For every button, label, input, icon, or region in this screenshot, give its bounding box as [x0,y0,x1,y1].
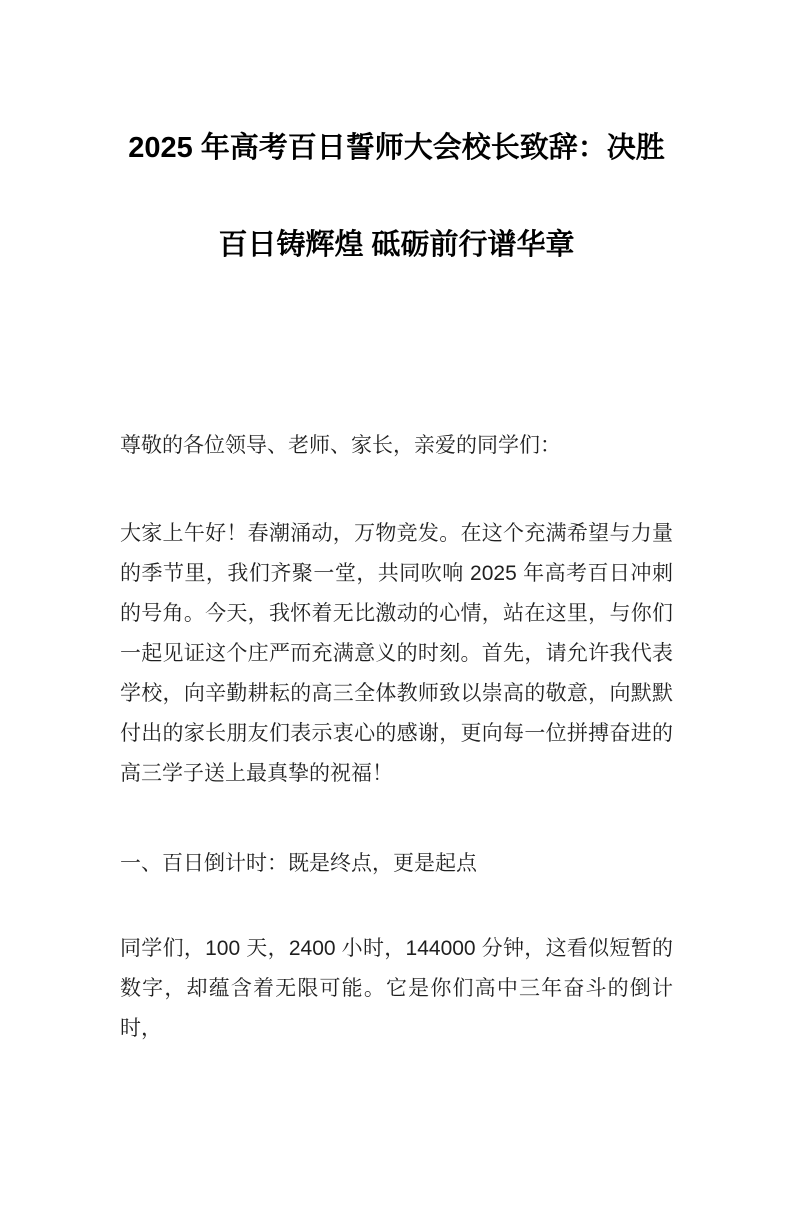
document-page [0,100,793,1222]
document-content [120,100,673,1049]
section-1-paragraph: 同学们，100 天，2400 小时，144000 分钟，这看似短暂的数字，却蕴含着无限可能。它是你们高中三年奋斗的倒计时， [120,937,673,1040]
section-1-heading: 一、百日倒计时：既是终点，更是起点 [120,852,477,875]
opening-paragraph: 大家上午好！春潮涌动，万物竞发。在这个充满希望与力量的季节里，我们齐聚一堂，共同吹响 2025 年高考百日冲刺的号角。今天，我怀着无比激动的心情，站在这里，与你们一起见证这个庄严而充满意义的时刻。首先，请允许我代表学校，向辛勤耕耘的高三全体教师致以崇高的敬意，向默默付出的家长朋友们表示衷心的感谢，更向每一位拼搏奋进的高三学子送上最真挚的祝福！ [120,522,673,785]
document-title [120,100,673,294]
salutation-line: 尊敬的各位领导、老师、家长，亲爱的同学们： [120,434,561,457]
title-line-1: 2025 年高考百日誓师大会校长致辞：决胜 [128,132,665,164]
title-line-2: 百日铸辉煌 砥砺前行谱华章 [218,229,575,261]
